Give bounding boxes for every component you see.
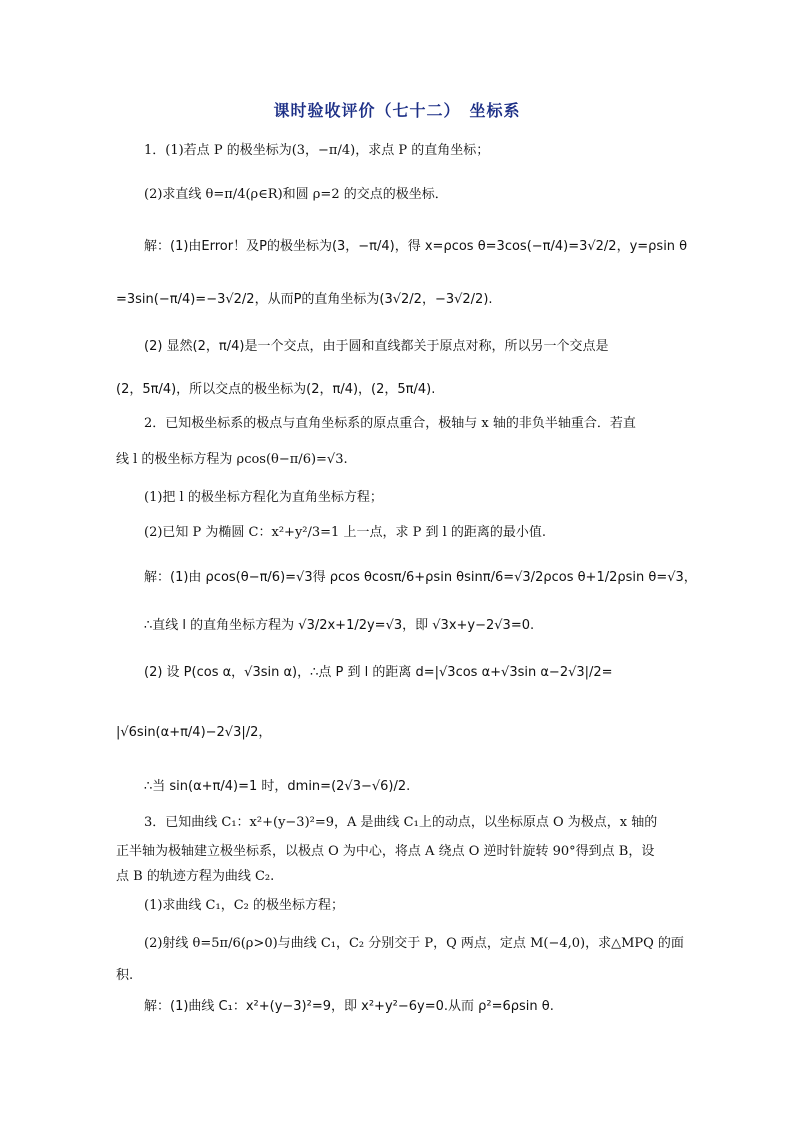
- problem-3-part-1: (1)求曲线 C₁，C₂ 的极坐标方程；: [144, 898, 344, 913]
- problem-3-line-1: 3．已知曲线 C₁：x²+(y−3)²=9，A 是曲线 C₁上的动点，以坐标原点 O 为极点，x 轴的: [144, 815, 658, 830]
- solution-1-line-2: =3sin(−π/4)=−3√2/2，从而P的直角坐标为(3√2/2，−3√2/2).: [116, 292, 493, 307]
- problem-3-line-6: 积.: [116, 968, 134, 983]
- problem-2-line-2: 线 l 的极坐标方程为 ρcos(θ−π/6)=√3.: [116, 452, 348, 467]
- solution-2-line-4: |√6sin(α+π/4)−2√3|/2，: [116, 725, 272, 740]
- solution-1-line-1: 解：(1)由Error！及P的极坐标为(3，−π/4)，得 x=ρcos θ=3cos(−π/4)=3√2/2，y=ρsin θ: [144, 239, 688, 254]
- solution-3-line-1: 解：(1)曲线 C₁：x²+(y−3)²=9，即 x²+y²−6y=0.从而 ρ²=6ρsin θ.: [144, 999, 554, 1014]
- problem-2-part-1: (1)把 l 的极坐标方程化为直角坐标方程；: [144, 490, 383, 505]
- solution-1-line-4: (2，5π/4)，所以交点的极坐标为(2，π/4)，(2，5π/4).: [116, 382, 436, 397]
- solution-2-line-2: ∴直线 l 的直角坐标方程为 √3/2x+1/2y=√3，即 √3x+y−2√3=0.: [144, 618, 535, 633]
- problem-3-line-2: 正半轴为极轴建立极坐标系，以极点 O 为中心，将点 A 绕点 O 逆时针旋转 90°得到点 B，设: [116, 844, 655, 859]
- page-title: 课时验收评价（七十二） 坐标系: [273, 101, 521, 120]
- solution-1-line-3: (2) 显然(2，π/4)是一个交点，由于圆和直线都关于原点对称，所以另一个交点是: [144, 339, 609, 354]
- solution-2-line-5: ∴当 sin(α+π/4)=1 时，dmin=(2√3−√6)/2.: [144, 779, 411, 794]
- problem-1-part-1: 1．(1)若点 P 的极坐标为(3，−π/4)，求点 P 的直角坐标；: [144, 143, 490, 158]
- problem-3-line-3: 点 B 的轨迹方程为曲线 C₂.: [116, 869, 275, 884]
- problem-1-part-2: (2)求直线 θ=π/4(ρ∈R)和圆 ρ=2 的交点的极坐标．: [144, 187, 448, 202]
- problem-2-line-1: 2．已知极坐标系的极点与直角坐标系的原点重合，极轴与 x 轴的非负半轴重合．若直: [144, 416, 636, 431]
- problem-3-part-2: (2)射线 θ=5π/6(ρ>0)与曲线 C₁，C₂ 分别交于 P，Q 两点，定点 M(−4,0)，求△MPQ 的面: [144, 936, 684, 951]
- solution-2-line-1: 解：(1)由 ρcos(θ−π/6)=√3得 ρcos θcosπ/6+ρsin θsinπ/6=√3/2ρcos θ+1/2ρsin θ=√3，: [144, 570, 697, 585]
- problem-2-part-2: (2)已知 P 为椭圆 C：x²+y²/3=1 上一点，求 P 到 l 的距离的最小值.: [144, 525, 547, 540]
- solution-2-line-3: (2) 设 P(cos α，√3sin α)，∴点 P 到 l 的距离 d=|√3cos α+√3sin α−2√3|/2=: [144, 665, 613, 680]
